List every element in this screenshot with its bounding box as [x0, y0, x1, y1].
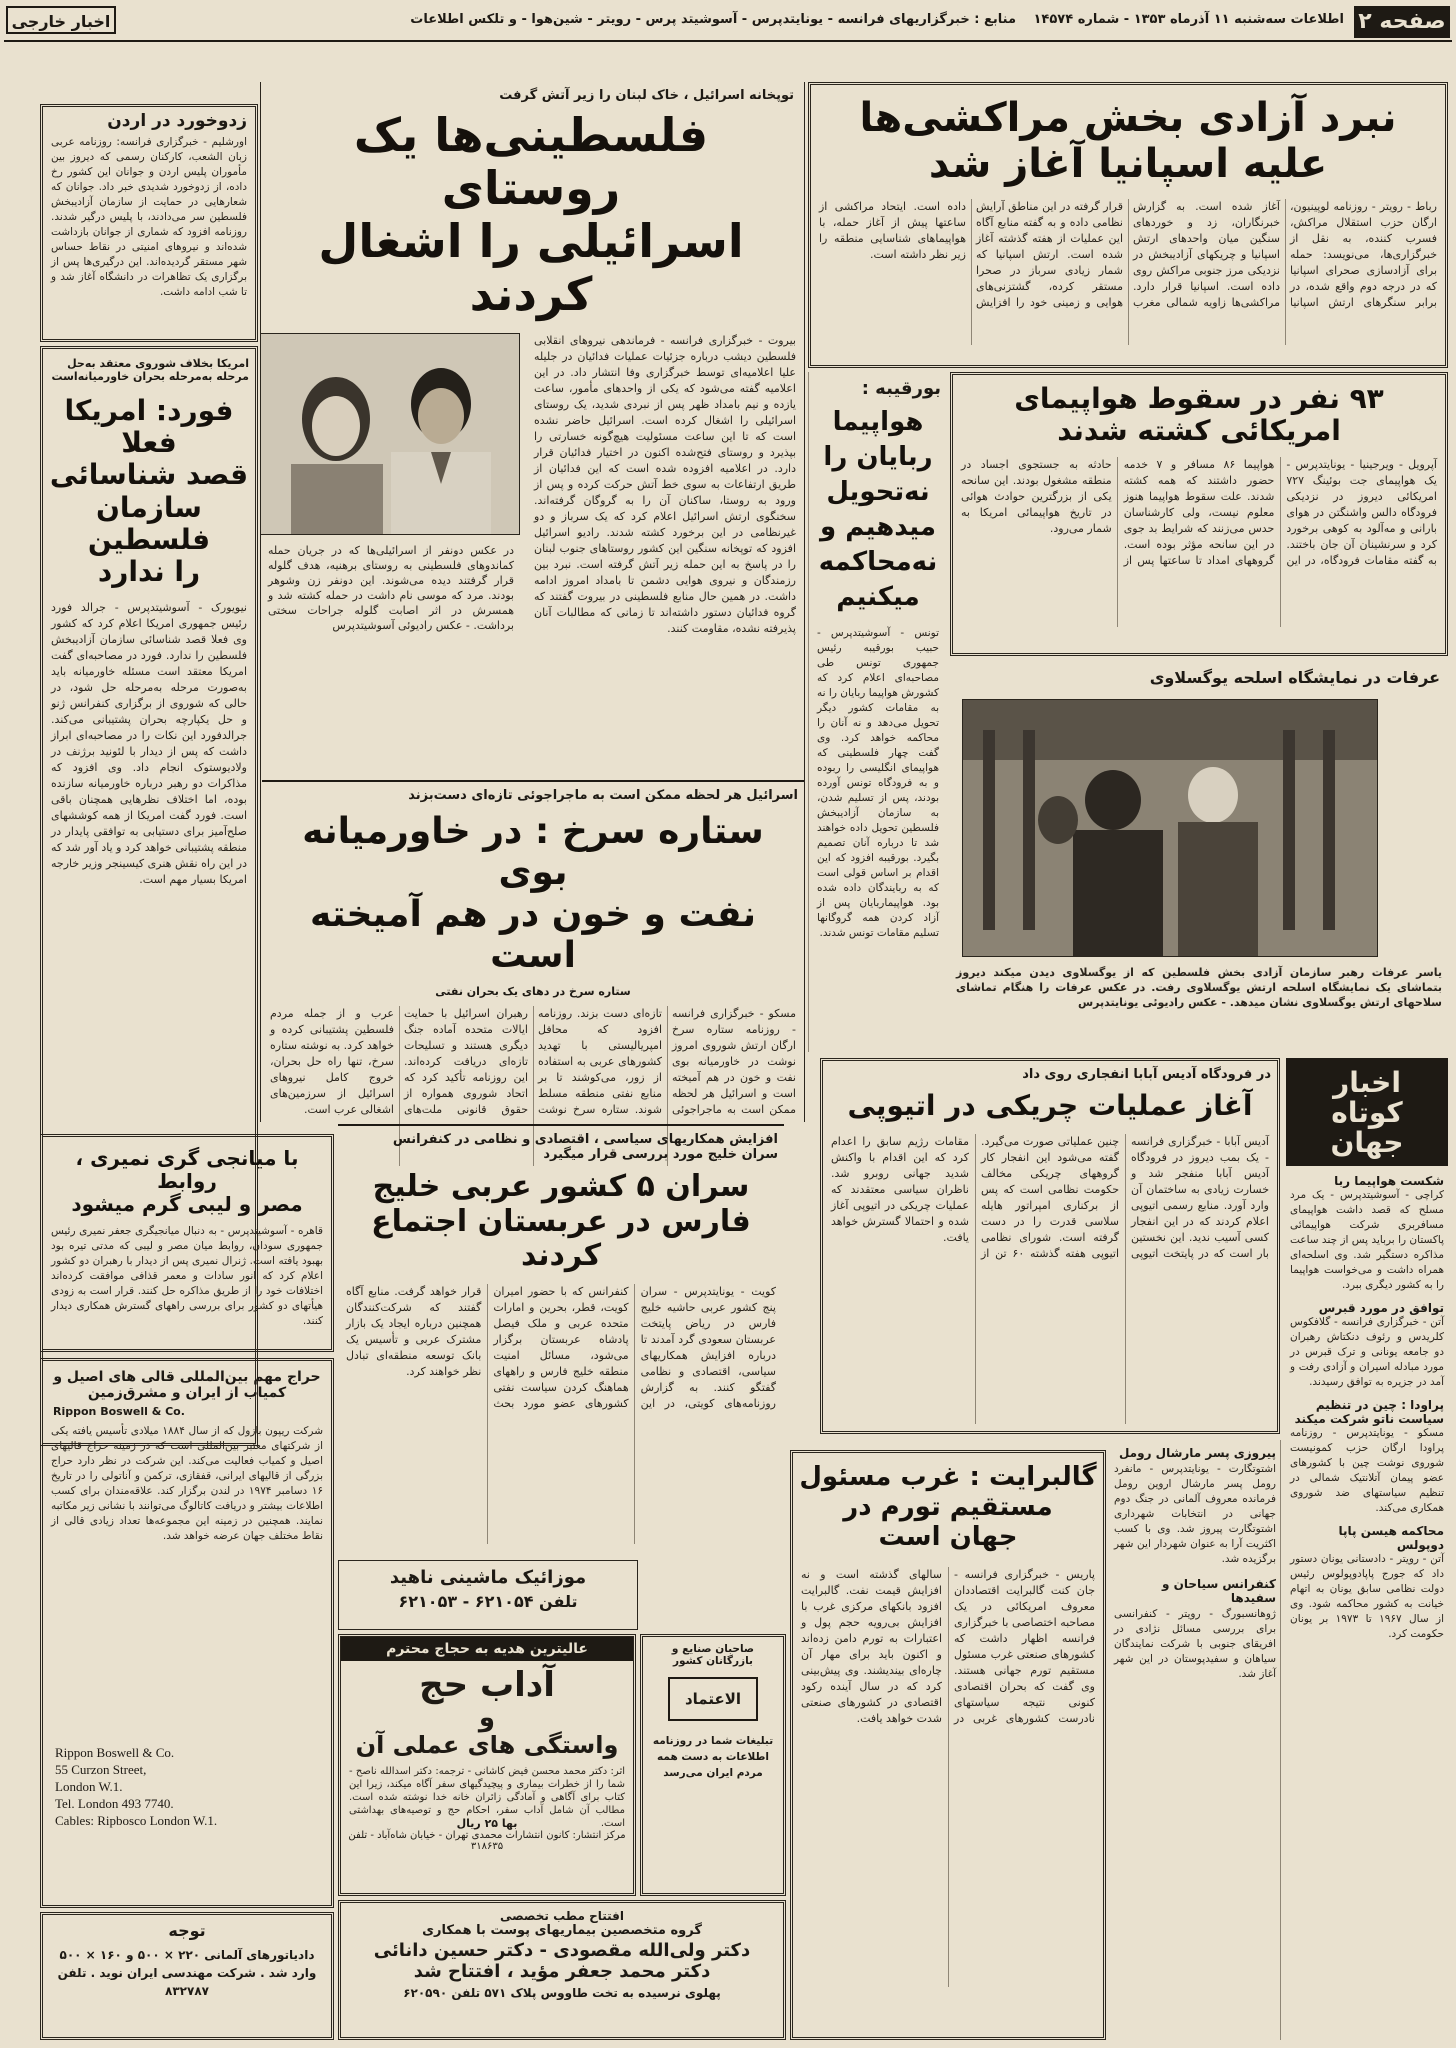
- article-numeiry: [40, 1134, 334, 1352]
- arafat-title: عرفات در نمایشگاه اسلحه یوگسلاوی: [1149, 668, 1440, 687]
- ad-calligraphy: [640, 1634, 786, 1896]
- gulf-kicker-1: افزایش همکاریهای سیاسی ، اقتصادی و نظامی در کنفرانس: [392, 1132, 778, 1147]
- headline-crash-1: ۹۳ نفر در سقوط هواپیمای: [1014, 382, 1384, 415]
- carpet-en-line: 55 Curzon Street,: [55, 1762, 147, 1777]
- headline-ford-1: فورد: امریکا فعلا: [64, 394, 234, 460]
- ad-carpet: [40, 1358, 334, 1908]
- article-arafat: [950, 664, 1448, 1054]
- notice-text: دادیاتورهای آلمانی ۲۲۰ × ۵۰۰ و ۱۶۰ × ۵۰۰ وارد شد . شرکت مهندسی ایران نوید . تلفن ۸۳۲۷۸۷: [57, 1948, 317, 1998]
- calligraphy-logo: الاعتماد: [668, 1677, 758, 1721]
- clinic-title-1: افتتاح مطب تخصصی: [499, 1909, 625, 1923]
- notice-title: توجه: [168, 1921, 206, 1940]
- column-divider: [260, 82, 261, 1122]
- rommel-head: پیروزی پسر مارشال رومل: [1118, 1446, 1276, 1460]
- hajj-body: اثر: دکتر محمد محسن فیض کاشانی - ترجمه: دکتر اسدالله ناصح - شما را از خطرات بیماری و پیچیدگیهای سفر آگاه میکند، زیرا این کتاب برای آگاهی و آمادگی زائران خانه خدا نوشته شده است. مطالب آن شامل آداب سفر، احکام حج و توصیه‌های بهداشتی است.: [349, 1766, 625, 1829]
- redstar-body: مسکو - خبرگزاری فرانسه - روزنامه ستاره سرخ ارگان ارتش شوروی امروز نوشت در خاورمیانه بوی نفت و خون در هم آمیخته است و اسرائیل هر لحظه ممکن است به ماجراجوئی تازه‌ای دست بزند. روزنامه افزود که محافل امپریالیستی با تهدید کشورهای عربی به استفاده از زور، می‌کوشند تا بر منابع نفتی منطقه مسلط شوند. ستاره سرخ نوشت رهبران اسرائیل با حمایت ایالات متحده آماده جنگ دیگری هستند و تسلیحات تازه‌ای دریافت کرده‌اند. این روزنامه تأکید کرد که اتحاد شوروی همواره از حقوق قانونی ملت‌های عرب و از جمله مردم فلسطین پشتیبانی کرده و خواهد کرد. به نوشته ستاره سرخ، تنها راه حل بحران، خروج کامل نیروهای اسرائیل از سرزمین‌های اشغالی عرب است.: [270, 1006, 796, 1116]
- short-item-text: مسکو - یونایتدپرس - روزنامه پراودا ارگان حزب کمونیست شوروی نوشت چین با کشورهای عضو پیمان آتلانتیک شمالی در تنظیم سیاستهای ضد شوروی همکاری می‌کند.: [1290, 1427, 1444, 1514]
- short-item-head: محاکمه هیسن پاپا دوپولس: [1338, 1524, 1444, 1552]
- numeiry-body: قاهره - آسوشیتدپرس - به دنبال میانجیگری جعفر نمیری رئیس جمهوری سودان، روابط میان مصر و لیبی که مدتی تیره بود بهبود یافته است. ژنرال نمیری پس از دیدار با رهبران دو کشور اعلام کرد که انور سادات و معمر قذافی موافقت کرده‌اند اختلافات خود را از طریق مذاکره حل کنند. قرار است به زودی هیأتهای دو کشور برای بررسی راههای گسترش همکاری دیدار کنند.: [51, 1225, 323, 1327]
- calligraphy-body: تبلیغات شما در روزنامه اطلاعات به دست همه مردم ایران می‌رسد: [652, 1735, 774, 1779]
- gulf-body: کویت - یونایتدپرس - سران پنج کشور عربی حاشیه خلیج فارس در ریاض پایتخت عربستان سعودی گرد آمدند تا درباره افزایش همکاریهای سیاسی، اقتصادی و نظامی گفتگو کنند. به گزارش روزنامه‌های کویتی، در این کنفرانس که با حضور امیران کویت، قطر، بحرین و امارات متحده عربی و ملک فیصل پادشاه عربستان برگزار می‌شود، مسائل امنیت منطقه خلیج فارس و راههای هماهنگ کردن سیاست نفتی کشورهای عضو مورد بحث قرار خواهد گرفت. منابع آگاه گفتند که شرکت‌کنندگان همچنین درباره ایجاد یک بازار مشترک عربی و تأسیس یک بانک توسعه منطقه‌ای تبادل نظر خواهند کرد.: [346, 1284, 776, 1410]
- clinic-title-4: دکتر محمد جعفر مؤید ، افتتاح شد: [413, 1961, 711, 1982]
- carpet-en-line: Cables: Ripbosco London W.1.: [55, 1813, 218, 1828]
- arafat-caption: یاسر عرفات رهبر سازمان آزادی بخش فلسطین که از یوگسلاوی دیدن میکند دیروز بتماشای یک نمایشگاه اسلحه ارتش یوگسلاوی رفت. در عکس عرفات را هنگام تماشای سلاحهای ارتش یوگسلاوی نشان میدهد. - عکس رادیوئی یونایتدپرس: [956, 966, 1442, 1009]
- page-label: صفحه ۲: [1354, 6, 1450, 38]
- headline-ford-3: سازمان فلسطین: [87, 490, 211, 556]
- redstar-subhead: ستاره سرخ در دهای یک بحران نفتی: [435, 984, 631, 998]
- calligraphy-title: صاحبان صنایع و بازرگانان کشور: [671, 1643, 755, 1667]
- short-news-title-2: کوتاه: [1331, 1096, 1403, 1129]
- redstar-kicker: اسرائیل هر لحظه ممکن است به ماجراجوئی تازه‌ای دست‌بزند: [408, 788, 798, 803]
- clinic-address: پهلوی نرسیده به تخت طاووس پلاک ۵۷۱ تلفن ۶۲۰۵۹۰: [403, 1986, 721, 2000]
- headline-numeiry-1: با میانجی گری نمیری ، روابط: [75, 1146, 299, 1193]
- carpet-en-line: Tel. London 493 7740.: [55, 1796, 174, 1811]
- palestine-photo: [260, 333, 520, 535]
- section-label: اخبار خارجی: [6, 6, 116, 34]
- spain-body: رباط - رویتر - روزنامه لوپینیون، ارگان حزب استقلال مراکش، فسرب کننده، به نقل از خبرگزاری‌ها، می‌نویسد: حمله برای آزادسازی صحرای اسپانیا که در درجه دوم واقع شده، در برابر سنگرهای ارتش اسپانیا آغاز شده است. به گزارش خبرنگاران، زد و خوردهای سنگین میان واحدهای ارتش اسپانیا و چریکهای آزادیبخش در نزدیکی مرز جنوبی مراکش روی داده است. اسپانیا قرار دارد. مراکشی‌ها زاویه شمالی مغرب قرار گرفته در این مناطق آرایش نظامی داده و به گفته منابع آگاه این عملیات از هفته گذشته آغاز شده است. ارتش اسپانیا که شمار زیادی سرباز در صحرا مستقر کرده، گشتزنی‌های هوایی و زمینی خود را افزایش داده است. ایتحاد مراکشی از ساعتها پیش از آغاز حمله، با هواپیماهای شناسایی منطقه را زیر نظر داشته است.: [819, 200, 1437, 309]
- headline-ford-2: قصد شناسائی: [49, 458, 249, 492]
- clinic-title-2: گروه متخصصین بیماریهای پوست با همکاری: [422, 1923, 702, 1938]
- article-galbraith: [790, 1450, 1106, 2040]
- ethiopia-kicker: در فرودگاه آدیس آبابا انفجاری روی داد: [1022, 1067, 1271, 1082]
- ford-body: نیویورک - آسوشیتدپرس - جرالد فورد رئیس جمهوری امریکا اعلام کرد که کشور وی فعلا قصد شناسائی سازمان آزادیبخش فلسطین را ندارد. فورد در مصاحبه‌ای گفت امریکا معتقد است مسئله خاورمیانه باید به‌صورت مرحله به‌مرحله حل شود، در حالی که شوروی از برگزاری کنفرانس ژنو و حل یکپارچه بحران پشتیبانی می‌کند. جرالدفورد این نکات را در مصاحبه‌ای ابراز داشت که پس از دیدار با لئونید برژنف در ولادیوستوک انجام داد. وی افزود که مذاکرات دو رهبر درباره خاورمیانه سازنده بوده، اما اختلاف نظرهایی همچنان باقی است. فورد گفت امریکا از همه کوششهای صلح‌آمیز برای دستیابی به توافقی پایدار در منطقه پشتیبانی خواهد کرد و یاد آور شد که در این راه نقش هنری کیسینجر وزیر خارجه امریکا بسیار مهم است.: [51, 601, 247, 887]
- ford-kicker-1: امریکا بخلاف شوروی معتقد به‌حل: [67, 357, 249, 370]
- carpet-en-line: Rippon Boswell & Co.: [55, 1745, 175, 1760]
- mosaic-name: موزائیک ماشینی ناهید: [389, 1567, 587, 1588]
- palestine-body: بیروت - خبرگزاری فرانسه - فرماندهی نیروهای انقلابی فلسطین دیشب درباره جزئیات عملیات فدائیان در جلیله علیا اعلامیه‌ای توسط خبرگزاری وفا انتشار داد. در این اعلامیه گفته می‌شود که یکی از واحدهای مأمور، ساعت یازده و نیم بامداد ظهر پس از نبردی شدید، یک روستای اسرائیلی را اشغال کرده است. اسرائیل حاضر نشده است که تا این ساعت مسئولیت هیچ‌گونه خسارتی را بپذیرد و روستای فتح‌شده اکنون در اختیار فدائیان قرار دارد. در اعلامیه افزوده شده است که این فدائیان از طریق ارتفاعات به سوی خط آتش حرکت کرده و پس از ورود به روستا، ساکنان آن را به گروگان گرفته‌اند. سخنگوی ارتش اسرائیل اعلام کرد که یک سرباز و دو غیرنظامی در این برخورد کشته شدند. رادیو اسرائیل افزود که توپخانه سنگین این کشور روستاهای جنوب لبنان را در پاسخ به این حمله زیر آتش گرفته است. نبرد بین رزمندگان و نیروی هوایی دشمن تا بامداد امروز ادامه داشت. در همین حال منابع فلسطینی در بیروت گفتند که گروه فدائیان دستور داشته‌اند تا زمانی که مطالبات آنان پذیرفته نشده، مقاومت کنند.: [534, 333, 796, 635]
- riots-body: اورشلیم - خبرگزاری فرانسه: روزنامه عربی زبان الشعب، کارکنان رسمی که دیروز بین مأموران پلیس اردن و جوانان این کشور رخ داده، از زدوخورد شدیدی خبر داد. جوانان که شعارهایی در حمایت از سازمان آزادیبخش فلسطین سر می‌دادند، با پلیس درگیر شدند. روزنامه افزود که شماری از جوانان بازداشت شده‌اند و نیروهای امنیتی در نقاط حساس شهر مستقر گردیده‌اند. این درگیری‌ها پس از برگزاری یک تظاهرات در دانشگاه آغاز شد و تا شب ادامه داشت.: [51, 136, 247, 298]
- ethiopia-body: آدیس آبابا - خبرگزاری فرانسه - یک بمب دیروز در فرودگاه آدیس آبابا منفجر شد و خسارت زیادی به ساختمان آن وارد آورد. منابع رسمی اتیوپی اعلام کردند که در این انفجار کسی آسیب ندید. این نخستین بار است که در پایتخت اتیوپی چنین عملیاتی صورت می‌گیرد. گفته می‌شود این انفجار کار گروههای چریکی مخالف حکومت نظامی است که پس از برکناری امپراتور هایله سلاسی قدرت را در دست گرفته است. شورای نظامی اتیوپی هفته گذشته ۶۰ تن از مقامات رژیم سابق را اعدام کرد که این اقدام با واکنش شدید جهانی روبرو شد. ناظران سیاسی معتقدند که عملیات چریکی در اتیوپی آغاز شده و احتمالا گسترش خواهد یافت.: [831, 1135, 1269, 1261]
- article-palestine: [262, 88, 800, 778]
- article-ethiopia: [820, 1058, 1280, 1434]
- mosaic-phone: تلفن ۶۲۱۰۵۴ - ۶۲۱۰۵۳: [398, 1592, 578, 1611]
- short-news-title-3: جهان: [1330, 1126, 1404, 1159]
- page-header: [4, 40, 1452, 42]
- palestine-caption: در عکس دونفر از اسرائیلی‌ها که در جریان حمله کماندوهای فلسطینی به روستای برهنیه، هدف گلوله قرار گرفتند دیده می‌شوند. این دونفر زن وشوهر بودند. مرد که موسی نام داشت در حمله کشته شد و همسرش در اثر اصابت گلوله جراحات سختی برداشت. - عکس رادیوئی آسوشیتدپرس: [268, 543, 514, 632]
- headline-galbraith-2: مستقیم تورم در: [843, 1491, 1053, 1522]
- hajj-title-2: و: [478, 1703, 496, 1733]
- short-item-1: [1286, 1174, 1448, 1293]
- headline-ethiopia: آغاز عملیات چریکی در اتیوپی: [847, 1089, 1253, 1122]
- short-news-title-1: اخبار: [1333, 1066, 1401, 1099]
- ad-hajj: [338, 1634, 636, 1896]
- short-item-head: پراودا : چین در تنظیم سیاست ناتو شرکت میکند: [1294, 1398, 1444, 1426]
- carpet-en-top: Rippon Boswell & Co.: [53, 1405, 185, 1418]
- crash-body: آپرویل - ویرجینیا - یونایتدپرس - یک هواپیمای جت بوئینگ ۷۲۷ امریکائی دیروز در نزدیکی فرودگاه دالس واشنگتن در هوای بارانی و مه‌آلود به کوهی برخورد کرد و سرنشینان آن جان باختند. به گفته مقامات فرودگاه، در این هواپیما ۸۶ مسافر و ۷ خدمه حضور داشتند که همه کشته شدند. علت سقوط هواپیما هنوز معلوم نیست، ولی کارشناسان حدس می‌زنند که شرایط بد جوی در این سانحه مؤثر بوده است. گروههای امداد تا ساعتها پس از حادثه به جستجوی اجساد در منطقه مشغول بودند. این سانحه یکی از بزرگترین حوادث هوائی در تاریخ هواپیمائی امریکا به شمار می‌رود.: [961, 458, 1437, 568]
- hajj-title-3: واستگی های عملی آن: [355, 1731, 619, 1759]
- short-item-text: آتن - رویتر - دادستانی یونان دستور داد که جورج پاپادوپولوس رئیس دولت نظامی سابق یونان به اتهام خیانت به کشور محاکمه شود. وی از سال ۱۹۶۷ تا ۱۹۷۳ بر یونان حکومت کرد.: [1290, 1553, 1444, 1640]
- sources-line: منابع : خبرگزاریهای فرانسه - یونایتدپرس - آسوشیتد پرس - رویتر - شین‌هوا - و تلکس اطلاعات: [410, 12, 1016, 27]
- article-crash: [950, 372, 1448, 656]
- headline-redstar-1: ستاره سرخ : در خاورمیانه بوی: [302, 811, 764, 894]
- hajj-title-1: آداب حج: [419, 1665, 555, 1705]
- article-riots: [40, 104, 258, 342]
- conference-head: کنفرانس سیاحان و سفیدها: [1162, 1577, 1276, 1605]
- short-news-column: [1286, 1058, 1448, 2042]
- short-items-mid: [1110, 1440, 1281, 2040]
- gulf-kicker-2: سران خلیج مورد بررسی قرار میگیرد: [543, 1147, 778, 1162]
- short-item-3: [1286, 1398, 1448, 1516]
- arafat-photo-icon: [963, 700, 1377, 956]
- headline-galbraith-1: گالبرایت : غرب مسئول: [799, 1462, 1097, 1492]
- short-item-text: آتن - خبرگزاری فرانسه - گلافکوس کلریدس و رئوف دنکتاش رهبران دو جامعه یونانی و ترک قبرس در مورد مبادله اسیران و آزادی رفت و آمد در جزیره به توافق رسیدند.: [1290, 1316, 1444, 1388]
- ford-kicker-2: مرحله به‌مرحله بحران خاورمیانه‌است: [51, 370, 249, 383]
- headline-bourguiba: هواپیما ربایان را نه‌تحویل میدهیم و نه‌محاکمه میکنیم: [818, 407, 938, 613]
- carpet-title: حراج مهم بین‌المللی قالی های اصیل و کمیاب از ایران و مشرق‌زمین: [53, 1369, 321, 1401]
- headline-gulf-1: سران ۵ کشور عربی خلیج: [372, 1169, 750, 1204]
- short-item-4: [1286, 1524, 1448, 1642]
- headline-palestine-1: فلسطینی‌ها یک روستای: [353, 108, 709, 215]
- short-item-2: [1286, 1301, 1448, 1390]
- headline-redstar-2: نفت و خون در هم آمیخته است: [309, 893, 756, 977]
- hajj-price: بها ۲۵ ریال: [456, 1817, 518, 1830]
- headline-spain-2: علیه اسپانیا آغاز شد: [928, 141, 1328, 187]
- riots-title: زدوخورد در اردن: [107, 111, 247, 131]
- carpet-body: شرکت ریپون بازول که از سال ۱۸۸۴ میلادی تأسیس یافته یکی از شرکتهای معتبر بین‌المللی است که در زمینه حراج قالیهای اصیل و کمیاب فعالیت می‌کند. این شرکت در نظر دارد حراج بزرگی از قالیهای ایرانی، قفقازی، ترکمن و آناتولی را در تاریخ ۱۶ دسامبر ۱۹۷۴ در لندن برگزار کند. علاقه‌مندان برای کسب اطلاعات بیشتر و دریافت کاتالوگ می‌توانند با نشانی زیر مکاتبه نمایند. همچنین در زمینه این مجموعه‌ها تعداد زیادی قالی از نقاط مختلف جهان عرضه خواهد شد.: [51, 1425, 324, 1542]
- ad-notice: [40, 1912, 334, 2040]
- short-news-banner: [1286, 1058, 1448, 1166]
- article-spain: [808, 82, 1448, 368]
- headline-numeiry-2: مصر و لیبی گرم میشود: [71, 1192, 303, 1216]
- couple-photo-icon: [261, 334, 519, 534]
- short-item-text: کراچی - آسوشیتدپرس - یک مرد مسلح که قصد داشت هواپیمای مسافربری شرکت هواپیمائی پاکستان را برباید پس از چند ساعت مذاکره دستگیر شد. وی اسلحه‌ای همراه داشت و می‌خواست هواپیما را به کشور دیگری ببرد.: [1290, 1189, 1444, 1291]
- headline-gulf-2: فارس در عربستان اجتماع کردند: [371, 1203, 751, 1273]
- clinic-title-3: دکتر ولی‌الله مقصودی - دکتر حسین دانائی: [373, 1940, 751, 1961]
- ad-clinic: [338, 1900, 786, 2040]
- headline-galbraith-3: جهان است: [878, 1521, 1018, 1552]
- ad-mosaic: [338, 1560, 638, 1630]
- headline-palestine-2: اسرائیلی را اشغال کردند: [318, 213, 744, 321]
- headline-spain-1: نبرد آزادی بخش مراکشی‌ها: [859, 95, 1397, 141]
- short-item-head: توافق در مورد قبرس: [1318, 1301, 1444, 1315]
- bourguiba-body: تونس - آسوشیتدپرس - حبیب بورقیبه رئیس جمهوری تونس طی مصاحبه‌ای اعلام کرد که کشورش هواپیما ربایان را نه به مقامات کشور دیگر تحویل می‌دهد و نه آنان را محاکمه خواهد کرد. وی گفت چهار فلسطینی که هواپیمای انگلیسی را ربوده و به فرودگاه تونس آورده بودند، پس از تسلیم شدن، به سازمان آزادیبخش فلسطین تحویل داده خواهند شد تا درباره آنان تصمیم بگیرد. بورقیبه افزود که این اقدام بر اساس قولی است که به ربایندگان داده شده بود. هواپیماربایان پس از آزاد کردن همه گروگانها تسلیم مقامات تونس شدند.: [817, 626, 939, 939]
- article-redstar: [262, 780, 804, 1122]
- conference-text: ژوهانسبورگ - رویتر - کنفرانسی برای بررسی مسائل نژادی در افریقای جنوبی با شرکت نمایندگان سیاهان و سفیدپوستان در این شهر آغاز شد.: [1114, 1608, 1276, 1680]
- column-divider: [804, 82, 805, 1122]
- short-item-head: شکست هواپیما ربا: [1334, 1174, 1444, 1188]
- headline-ford-4: را ندارد: [97, 554, 201, 588]
- carpet-en-line: London W.1.: [55, 1779, 123, 1794]
- rommel-text: اشتوتگارت - یونایتدپرس - مانفرد رومل پسر مارشال اروین رومل فرمانده معروف آلمانی در جنگ دوم جهانی در انتخابات شهرداری اشتوتگارت پیروز شد. وی با کسب اکثریت آرا به عنوان شهردار این شهر برگزیده شد.: [1114, 1463, 1276, 1565]
- headline-crash-2: امریکائی کشته شدند: [1057, 414, 1341, 448]
- hajj-kicker: عالیترین هدیه به حجاج محترم: [341, 1637, 633, 1661]
- arafat-photo: [962, 699, 1378, 957]
- carpet-address: [43, 1734, 331, 1829]
- palestine-kicker: توپخانه اسرائیل ، خاک لبنان را زیر آتش گرفت: [499, 88, 794, 103]
- article-gulf: [338, 1124, 784, 1558]
- masthead-info: اطلاعات سه‌شنبه ۱۱ آذرماه ۱۳۵۳ - شماره ۱۴۵۷۴: [1033, 12, 1344, 27]
- bourguiba-kicker: بورقیبه :: [861, 378, 941, 399]
- article-bourguiba: [808, 372, 947, 1052]
- hajj-pub: مرکز انتشار: کانون انتشارات محمدی تهران - خیابان شاه‌آباد - تلفن ۳۱۸۶۳۵: [348, 1830, 626, 1852]
- galbraith-body: پاریس - خبرگزاری فرانسه - جان کنت گالبرایت اقتصاددان معروف امریکائی در یک مصاحبه اختصاصی با خبرگزاری فرانسه اظهار داشت که کشورهای صنعتی غرب مسئول مستقیم تورم جهانی هستند. وی گفت که بحران اقتصادی کنونی نتیجه سیاستهای نادرست کشورهای غربی در سالهای گذشته است و نه افزایش قیمت نفت. گالبرایت افزود بانکهای مرکزی غرب با افزایش بی‌رویه حجم پول و اعتبارات به تورم دامن زده‌اند و اکنون باید برای مهار آن چاره‌ای بیندیشند. وی پیش‌بینی کرد که در سال آینده رکود اقتصادی در کشورهای صنعتی شدت خواهد یافت.: [801, 1567, 1095, 1725]
